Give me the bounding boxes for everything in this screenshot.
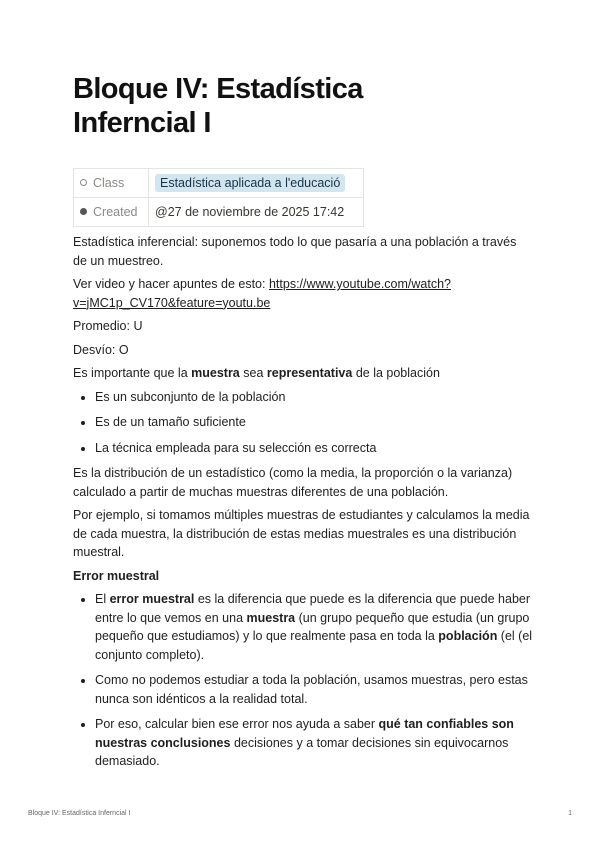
title-line-1: Bloque IV: Estadística xyxy=(73,73,363,105)
paragraph-distribucion: Es la distribución de un estadístico (como la media, la proporción o la varianza) calculado a partir de muchas muestras diferentes de una población. xyxy=(73,466,513,499)
page-title xyxy=(73,72,533,140)
list-item: • Es un subconjunto de la población xyxy=(95,388,533,407)
bold-poblacion: población xyxy=(438,629,498,643)
text-span: es la diferencia que puede es la diferencia que puede haber entre lo que vemos en una xyxy=(95,592,531,625)
class-tag[interactable]: Estadística aplicada a l'educació xyxy=(155,174,345,192)
footer-title: Bloque IV: Estadística Inferncial I xyxy=(28,810,131,817)
text-span: Por eso, calcular bien ese error nos ayuda a saber xyxy=(95,717,379,731)
text-span: (el (el conjunto completo). xyxy=(95,629,533,662)
paragraph-intro: Estadística inferencial: suponemos todo lo que pasaría a una población a través de un muestreo. xyxy=(73,235,517,268)
property-value-class[interactable] xyxy=(149,169,364,198)
properties-table xyxy=(73,168,364,227)
property-key-class xyxy=(74,169,149,198)
heading-error-muestral: Error muestral xyxy=(73,568,160,583)
text-span: decisiones y a tomar decisiones sin equivocarnos demasiado. xyxy=(95,735,509,768)
text-span: (un grupo pequeño que estudia (un grupo pequeño que estudiamos) y lo que realmente pasa en toda la xyxy=(95,610,530,643)
property-value-created: @27 de noviembre de 2025 17:42 xyxy=(149,198,364,227)
created-label: Created xyxy=(93,205,138,219)
paragraph-desvio: Desvío: O xyxy=(73,342,129,357)
clock-icon xyxy=(80,208,87,215)
paragraph-promedio: Promedio: U xyxy=(73,319,143,333)
paragraph-ejemplo: Por ejemplo, si tomamos múltiples muestras de estudiantes y calculamos la media de cada muestra, la distribución de estas medias muestrales es una distribución muestral. xyxy=(73,508,530,559)
video-text: Ver video y hacer apuntes de esto: xyxy=(73,277,269,291)
paragraph-video xyxy=(73,275,533,312)
list-item: • La técnica empleada para su selección es correcta xyxy=(95,439,533,458)
bullet-list-error xyxy=(73,590,533,771)
list-item: • Es de un tamaño suficiente xyxy=(95,413,533,432)
bold-conclusiones: qué tan confiables son nuestras conclusiones xyxy=(95,717,514,750)
select-property-icon xyxy=(80,179,87,186)
property-row-created xyxy=(74,198,364,227)
video-link[interactable]: https://www.youtube.com/watch?v=jMC1p_CV170&feature=youtu.be xyxy=(73,277,451,310)
text-span: sea xyxy=(239,366,267,380)
list-item xyxy=(95,715,533,771)
list-item: • Como no podemos estudiar a toda la población, usamos muestras, pero estas nunca son idénticos a la realidad total. xyxy=(95,671,533,708)
bullet-list-muestra xyxy=(73,388,533,458)
bold-representativa: representativa xyxy=(266,366,353,380)
text-span: Es importante que la xyxy=(73,366,192,380)
text-span: de la población xyxy=(352,366,440,380)
class-label: Class xyxy=(93,176,125,190)
bold-error-muestral: error muestral xyxy=(109,592,195,606)
title-line-2: Inferncial I xyxy=(73,107,211,139)
page-footer xyxy=(28,810,572,817)
property-key-created xyxy=(74,198,149,227)
paragraph-muestra xyxy=(73,364,533,383)
property-row-class xyxy=(74,169,364,198)
page-content xyxy=(73,72,533,778)
bold-muestra: muestra xyxy=(191,366,240,380)
list-item xyxy=(95,590,533,664)
bold-muestra: muestra xyxy=(246,610,296,625)
page-number: 1 xyxy=(568,810,572,817)
text-span: El xyxy=(95,592,110,606)
